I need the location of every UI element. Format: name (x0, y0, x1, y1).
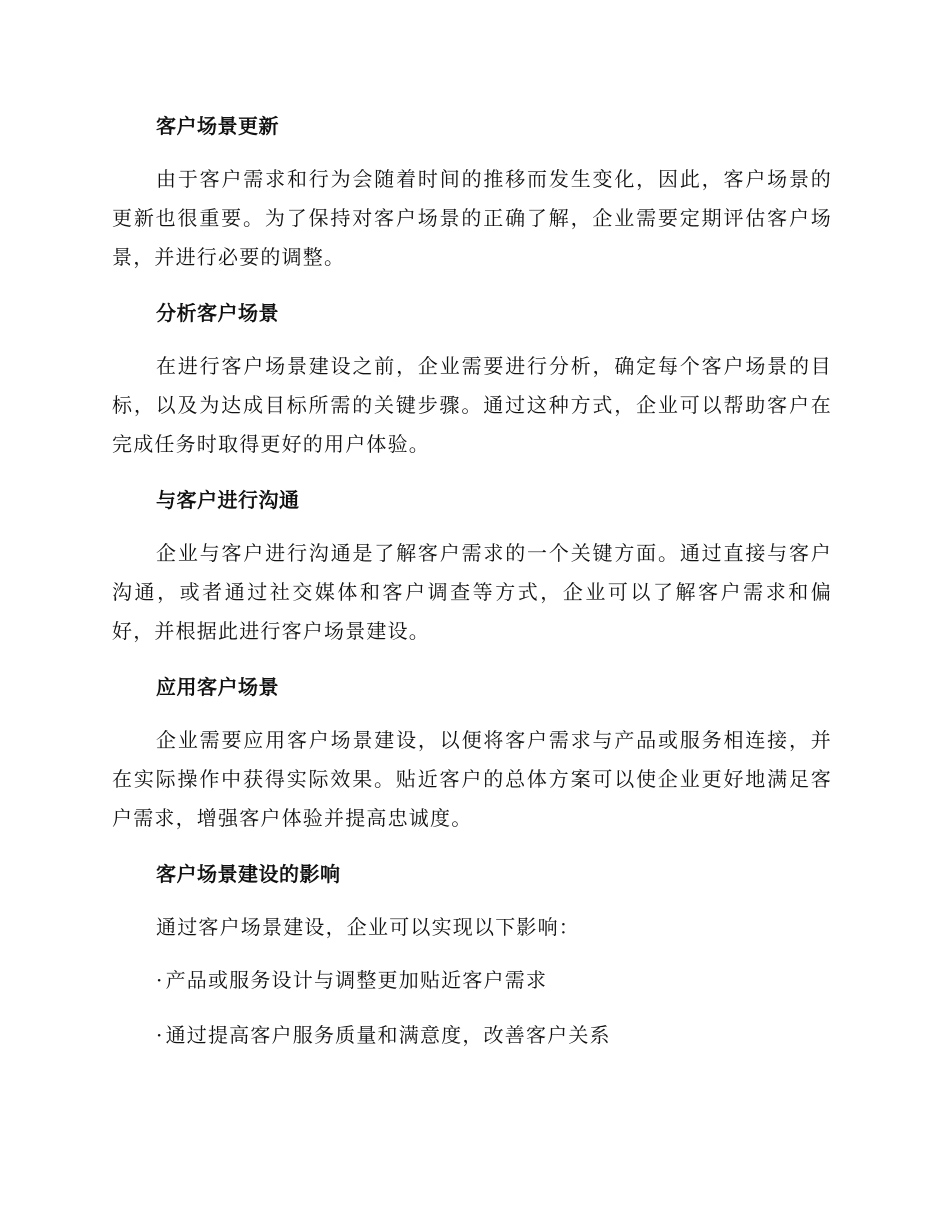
impact-list (112, 961, 832, 1055)
section-scene-update (112, 108, 832, 277)
section-paragraph: 企业与客户进行沟通是了解客户需求的一个关键方面。通过直接与客户沟通，或者通过社交媒体和客户调查等方式，企业可以了解客户需求和偏好，并根据此进行客户场景建设。 (112, 541, 832, 643)
section-heading: 客户场景更新 (156, 114, 279, 138)
section-analyze-scene (112, 295, 832, 464)
list-item (156, 961, 832, 1000)
section-paragraph: 由于客户需求和行为会随着时间的推移而发生变化，因此，客户场景的更新也很重要。为了保持对客户场景的正确了解，企业需要定期评估客户场景，并进行必要的调整。 (112, 167, 832, 269)
section-heading: 与客户进行沟通 (156, 488, 300, 512)
section-heading: 分析客户场景 (156, 301, 279, 325)
section-communicate (112, 482, 832, 651)
list-item-text: 产品或服务设计与调整更加贴近客户需求 (165, 968, 548, 992)
list-item (156, 1016, 832, 1055)
section-paragraph: 在进行客户场景建设之前，企业需要进行分析，确定每个客户场景的目标，以及为达成目标所需的关键步骤。通过这种方式，企业可以帮助客户在完成任务时取得更好的用户体验。 (112, 354, 832, 456)
section-paragraph: 企业需要应用客户场景建设，以便将客户需求与产品或服务相连接，并在实际操作中获得实际效果。贴近客户的总体方案可以使企业更好地满足客户需求，增强客户体验并提高忠诚度。 (112, 728, 832, 830)
section-apply-scene (112, 669, 832, 838)
section-impact (112, 856, 832, 1055)
section-heading: 应用客户场景 (156, 675, 279, 699)
impact-intro: 通过客户场景建设，企业可以实现以下影响： (156, 915, 580, 939)
document-page (112, 108, 832, 1071)
list-item-text: 通过提高客户服务质量和满意度，改善客户关系 (165, 1023, 611, 1047)
bullet-icon: · (156, 1023, 164, 1047)
bullet-icon: · (156, 968, 164, 992)
section-heading: 客户场景建设的影响 (156, 862, 341, 886)
